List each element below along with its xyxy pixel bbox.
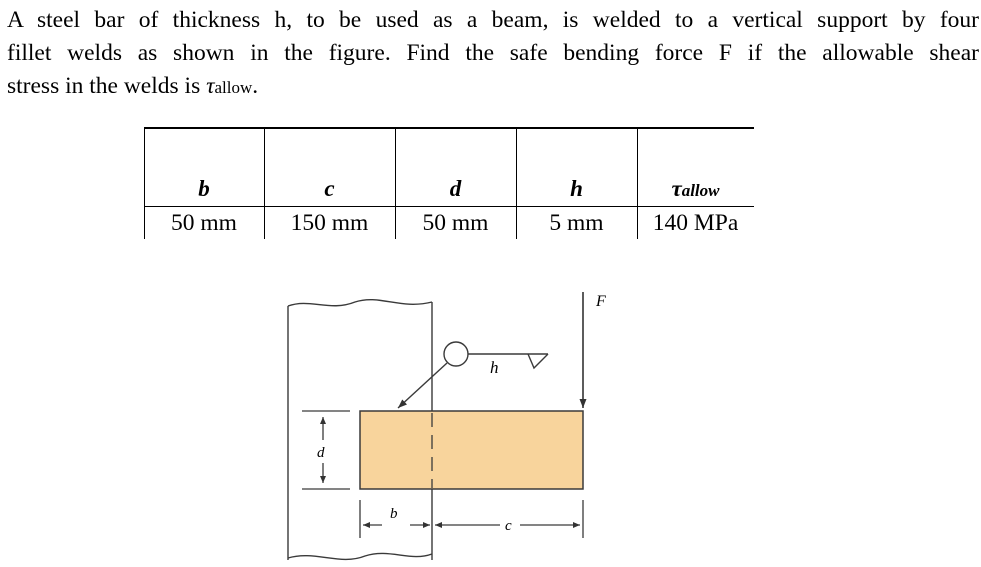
problem-line-3 bbox=[7, 70, 979, 104]
weld-leader-arrow bbox=[398, 363, 447, 408]
value-c: 150 mm bbox=[290, 210, 369, 236]
beam-bar bbox=[360, 411, 583, 489]
weld-symbol bbox=[398, 342, 548, 408]
header-b bbox=[144, 175, 264, 203]
problem-line-3-text: stress in the welds is bbox=[7, 73, 207, 99]
header-d bbox=[395, 175, 516, 203]
header-tau-text: τ bbox=[671, 176, 682, 201]
weld-all-around-circle bbox=[444, 342, 468, 366]
fillet-weld-triangle bbox=[528, 354, 548, 368]
problem-line-2: fillet welds as shown in the figure. Find the safe bending force F if the allowable shear bbox=[7, 40, 979, 66]
support-top-break-line bbox=[288, 300, 432, 306]
problem-statement bbox=[7, 4, 979, 104]
header-h-text: h bbox=[570, 176, 583, 201]
given-data-table bbox=[144, 127, 754, 239]
header-c bbox=[264, 175, 395, 203]
support-bottom-break-line bbox=[288, 553, 432, 559]
tau-subscript: allow bbox=[214, 78, 253, 97]
header-c-text: c bbox=[324, 176, 335, 201]
weld-size-label: h bbox=[490, 358, 499, 377]
dimension-c-label: c bbox=[505, 518, 512, 534]
dimension-b-label: b bbox=[390, 506, 398, 522]
dimension-d-label: d bbox=[317, 445, 325, 461]
dimension-d bbox=[302, 411, 350, 489]
tau-symbol: τ bbox=[206, 73, 215, 99]
value-h: 5 mm bbox=[549, 210, 604, 236]
value-d: 50 mm bbox=[422, 210, 489, 236]
force-label: F bbox=[596, 293, 606, 310]
table-header-rule bbox=[144, 206, 754, 207]
weld-figure bbox=[270, 280, 630, 567]
header-tau-allow bbox=[637, 175, 754, 205]
problem-line-3-end: . bbox=[252, 73, 259, 99]
problem-line-1: A steel bar of thickness h, to be used as a beam, is welded to a vertical support by four bbox=[7, 7, 979, 33]
header-d-text: d bbox=[449, 176, 462, 201]
value-b: 50 mm bbox=[171, 210, 237, 236]
header-h bbox=[516, 175, 637, 203]
table-top-rule bbox=[144, 127, 754, 129]
header-tau-sub: allow bbox=[681, 181, 720, 200]
header-b-text: b bbox=[198, 176, 210, 201]
value-tau-allow: 140 MPa bbox=[652, 210, 739, 236]
